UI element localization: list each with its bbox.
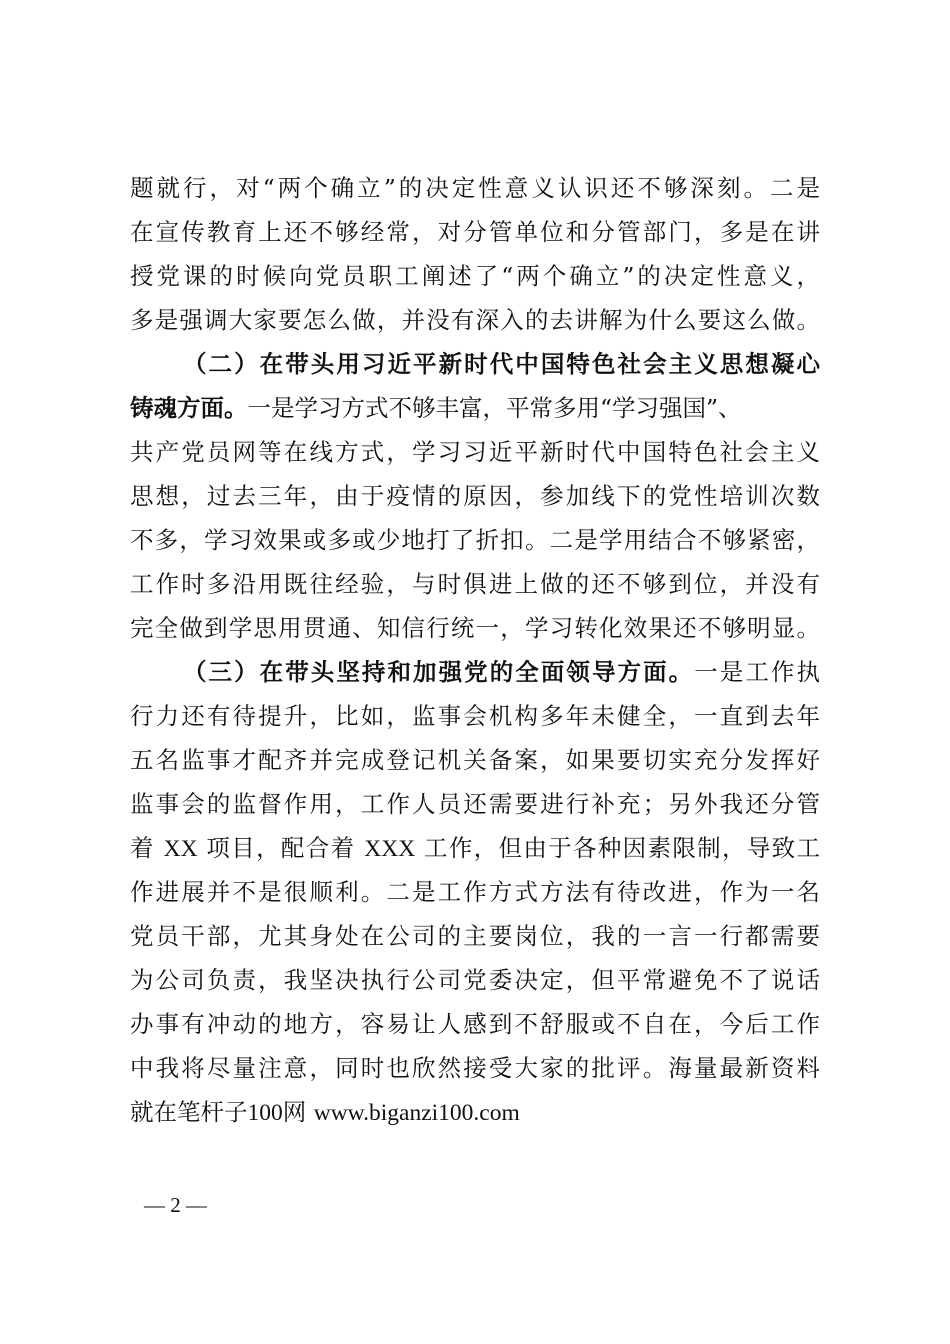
body-text-line <box>130 1092 820 1132</box>
body-text-line: 授党课的时候向党员职工阐述了“两个确立”的决定性意义， <box>130 262 820 290</box>
body-text-line <box>183 652 820 692</box>
body-text-span: 网 <box>282 1098 307 1126</box>
body-text-line: 监事会的监督作用，工作人员还需要进行补充；另外我还分管 <box>130 790 820 818</box>
body-text-line: 完全做到学思用贯通、知信行统一，学习转化效果还不够明显。 <box>130 614 820 642</box>
body-text-span: 一是工作执 <box>694 658 820 686</box>
body-text-line <box>130 388 820 428</box>
body-text-line: 不多，学习效果或多或少地打了折扣。二是学用结合不够紧密， <box>130 526 820 554</box>
body-text-line: 党员干部，尤其身处在公司的主要岗位，我的一言一行都需要 <box>130 922 820 950</box>
body-text-line: 思想，过去三年，由于疫情的原因，参加线下的党性培训次数 <box>130 482 820 510</box>
section-heading: （二）在带头用习近平新时代中国特色社会主义思想凝心 <box>183 350 820 378</box>
section-heading-continued: 铸魂方面。 <box>130 394 248 422</box>
website-link: www.biganzi100.com <box>313 1100 520 1126</box>
body-text-line: 工作时多沿用既往经验，与时俱进上做的还不够到位，并没有 <box>130 570 820 598</box>
body-text-span: 工作，但由于各种因素限制，导致工 <box>423 834 820 862</box>
body-text-line: 为公司负责，我坚决执行公司党委决定，但平常避免不了说话 <box>130 966 820 994</box>
body-text-line: 题就行，对“两个确立”的决定性意义认识还不够深刻。二是 <box>130 174 820 202</box>
body-text-line: 多是强调大家要怎么做，并没有深入的去讲解为什么要这么做。 <box>130 306 820 334</box>
body-text-span: 项目，配合着 <box>206 834 356 862</box>
section-heading: （三）在带头坚持和加强党的全面领导方面。 <box>183 658 695 686</box>
body-text-line: 共产党员网等在线方式，学习习近平新时代中国特色社会主义 <box>130 438 820 466</box>
body-text-line: 办事有冲动的地方，容易让人感到不舒服或不自在，今后工作 <box>130 1010 820 1038</box>
body-text-line: 在宣传教育上还不够经常，对分管单位和分管部门，多是在讲 <box>130 218 820 246</box>
page-number: — 2 — <box>144 1193 207 1217</box>
number-text: 100 <box>247 1100 283 1126</box>
body-text-span: 就在笔杆子 <box>130 1098 248 1126</box>
body-text-line: 中我将尽量注意，同时也欣然接受大家的批评。海量最新资料 <box>130 1054 820 1082</box>
body-text-line <box>130 828 820 868</box>
body-text-span: 着 <box>130 834 155 862</box>
body-text-span: 一是学习方式不够丰富，平常多用“学习强国”、 <box>247 394 742 422</box>
body-text-line: 行力还有待提升，比如，监事会机构多年未健全，一直到去年 <box>130 702 820 730</box>
placeholder-code: XX <box>163 836 198 862</box>
body-text-line: 作进展并不是很顺利。二是工作方式方法有待改进，作为一名 <box>130 878 820 906</box>
placeholder-code: XXX <box>364 836 416 862</box>
body-text-line: 五名监事才配齐并完成登记机关备案，如果要切实充分发挥好 <box>130 746 820 774</box>
